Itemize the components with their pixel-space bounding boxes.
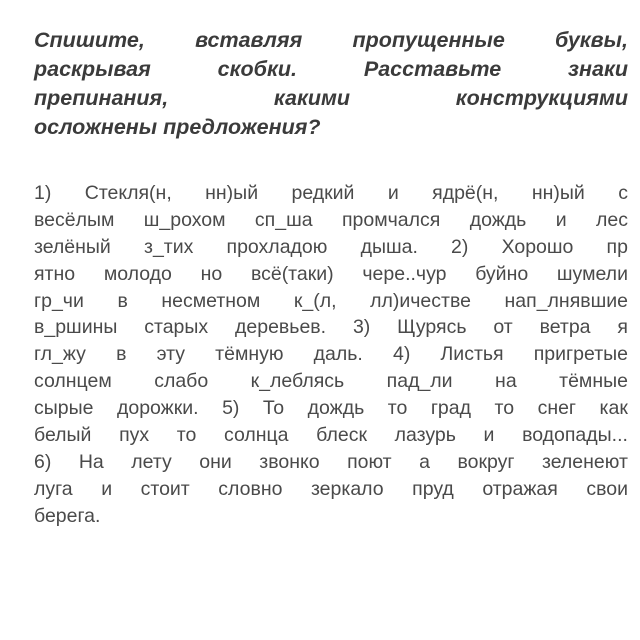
exercise-word: в — [117, 289, 128, 312]
exercise-word: дождь — [469, 208, 527, 231]
exercise-word: эту — [156, 343, 186, 366]
exercise-word: Щурясь — [397, 316, 467, 339]
task-word: буквы, — [555, 28, 628, 52]
exercise-word: и — [101, 477, 113, 500]
exercise-word: снег — [537, 397, 577, 420]
exercise-word: Листья — [440, 343, 504, 366]
exercise-word: поют — [347, 450, 392, 473]
exercise-word: отражая — [482, 477, 558, 500]
exercise-word: гл_жу — [34, 343, 86, 366]
exercise-word: я — [617, 316, 628, 339]
exercise-line — [34, 368, 628, 395]
exercise-word: ятно — [34, 262, 76, 285]
exercise-word: лес — [596, 208, 628, 231]
exercise-word: дорожки. — [116, 397, 199, 420]
exercise-word: ядрё(н, — [432, 182, 499, 204]
exercise-word: к_(л, — [293, 289, 337, 312]
exercise-word: от — [493, 316, 513, 339]
exercise-word: пруд — [412, 477, 454, 500]
exercise-text — [34, 180, 628, 530]
exercise-word: молодо — [103, 262, 172, 285]
exercise-word: нн)ый — [205, 182, 259, 204]
exercise-word: пр — [606, 235, 628, 258]
exercise-word: ветра — [539, 316, 591, 339]
task-word: пропущенные — [352, 28, 505, 52]
exercise-word: деревьев. — [235, 316, 327, 339]
exercise-word: дождь — [307, 397, 365, 420]
exercise-word: сырые — [34, 397, 94, 420]
exercise-word: берега. — [34, 504, 101, 527]
exercise-word: буйно — [475, 262, 529, 285]
exercise-word: То — [262, 397, 285, 420]
task-word: препинания, — [34, 86, 169, 110]
task-line — [34, 55, 628, 84]
exercise-word: Хорошо — [501, 235, 574, 258]
exercise-word: ш_рохом — [143, 208, 226, 231]
exercise-word: то — [387, 397, 408, 420]
exercise-word: а — [419, 450, 430, 473]
exercise-line — [34, 449, 628, 476]
exercise-word: солнцем — [34, 370, 112, 393]
exercise-word: блеск — [316, 424, 367, 447]
exercise-word: 2) — [451, 235, 469, 258]
exercise-word: 5) — [222, 397, 240, 420]
exercise-word: На — [78, 450, 104, 473]
task-word: раскрывая — [34, 57, 151, 81]
exercise-word: редкий — [291, 182, 355, 204]
exercise-word: промчался — [341, 208, 441, 231]
exercise-word: 1) — [34, 182, 52, 204]
exercise-word: свои — [586, 477, 628, 500]
exercise-line — [34, 395, 628, 422]
exercise-word: к_леблясь — [250, 370, 345, 393]
exercise-word: зелёный — [34, 235, 111, 258]
exercise-word: белый — [34, 424, 92, 447]
exercise-word: и — [387, 182, 399, 204]
exercise-word: в_ршины — [34, 316, 118, 339]
task-line — [34, 26, 628, 55]
task-word: конструкциями — [455, 86, 628, 110]
exercise-line — [34, 314, 628, 341]
exercise-word: как — [599, 397, 628, 420]
exercise-word: но — [200, 262, 223, 285]
exercise-line — [34, 261, 628, 288]
exercise-word: прохладою — [226, 235, 328, 258]
exercise-line — [34, 180, 628, 207]
exercise-word: вокруг — [457, 450, 515, 473]
task-word: осложнены предложения? — [34, 115, 321, 139]
task-word: Спишите, — [34, 28, 145, 52]
exercise-word: даль. — [313, 343, 363, 366]
exercise-word: слабо — [154, 370, 209, 393]
exercise-word: 3) — [352, 316, 371, 339]
exercise-word: тёмную — [215, 343, 284, 366]
exercise-word: солнца — [223, 424, 289, 447]
exercise-word: несметном — [161, 289, 261, 312]
exercise-line — [34, 422, 628, 449]
exercise-word: пух — [119, 424, 150, 447]
exercise-word: всё(таки) — [250, 262, 334, 285]
task-word: знаки — [568, 57, 628, 81]
exercise-word: лазурь — [394, 424, 456, 447]
exercise-line — [34, 234, 628, 261]
exercise-word: пад_ли — [386, 370, 453, 393]
task-word: Расставьте — [363, 57, 502, 81]
task-line — [34, 113, 628, 142]
exercise-word: 6) — [34, 450, 52, 473]
exercise-word: сп_ша — [254, 208, 313, 231]
exercise-word: з_тих — [144, 235, 194, 258]
exercise-word: зеленеют — [542, 450, 628, 473]
exercise-word: град — [430, 397, 471, 420]
exercise-word: и — [555, 208, 567, 231]
exercise-word: то — [176, 424, 197, 447]
exercise-line — [34, 341, 628, 368]
exercise-word: дыша. — [360, 235, 418, 258]
exercise-line — [34, 503, 628, 530]
exercise-word: водопады... — [522, 424, 628, 447]
exercise-word: то — [494, 397, 515, 420]
exercise-word: нап_лнявшие — [504, 289, 628, 312]
exercise-word: с — [618, 182, 628, 204]
exercise-word: лл)ичестве — [370, 289, 471, 312]
exercise-line — [34, 207, 628, 234]
exercise-word: старых — [144, 316, 209, 339]
exercise-word: на — [495, 370, 517, 393]
exercise-line — [34, 288, 628, 315]
task-instruction — [34, 26, 628, 142]
task-word: вставляя — [195, 28, 303, 52]
exercise-word: гр_чи — [34, 289, 84, 312]
exercise-word: зеркало — [310, 477, 384, 500]
exercise-word: пригретые — [533, 343, 628, 366]
exercise-word: тёмные — [559, 370, 628, 393]
exercise-word: звонко — [259, 450, 320, 473]
task-word: скобки. — [217, 57, 297, 81]
exercise-word: и — [483, 424, 495, 447]
exercise-word: Стекля(н, — [84, 182, 172, 204]
exercise-word: шумели — [556, 262, 628, 285]
exercise-word: стоит — [140, 477, 190, 500]
exercise-line — [34, 476, 628, 503]
exercise-word: нн)ый — [531, 182, 585, 204]
exercise-word: весёлым — [34, 208, 115, 231]
task-word: какими — [273, 86, 351, 110]
task-line — [34, 84, 628, 113]
exercise-word: луга — [34, 477, 73, 500]
exercise-word: чере..чур — [362, 262, 447, 285]
exercise-word: 4) — [393, 343, 411, 366]
exercise-word: лету — [131, 450, 172, 473]
exercise-word: в — [116, 343, 127, 366]
exercise-word: словно — [218, 477, 283, 500]
exercise-word: они — [199, 450, 232, 473]
